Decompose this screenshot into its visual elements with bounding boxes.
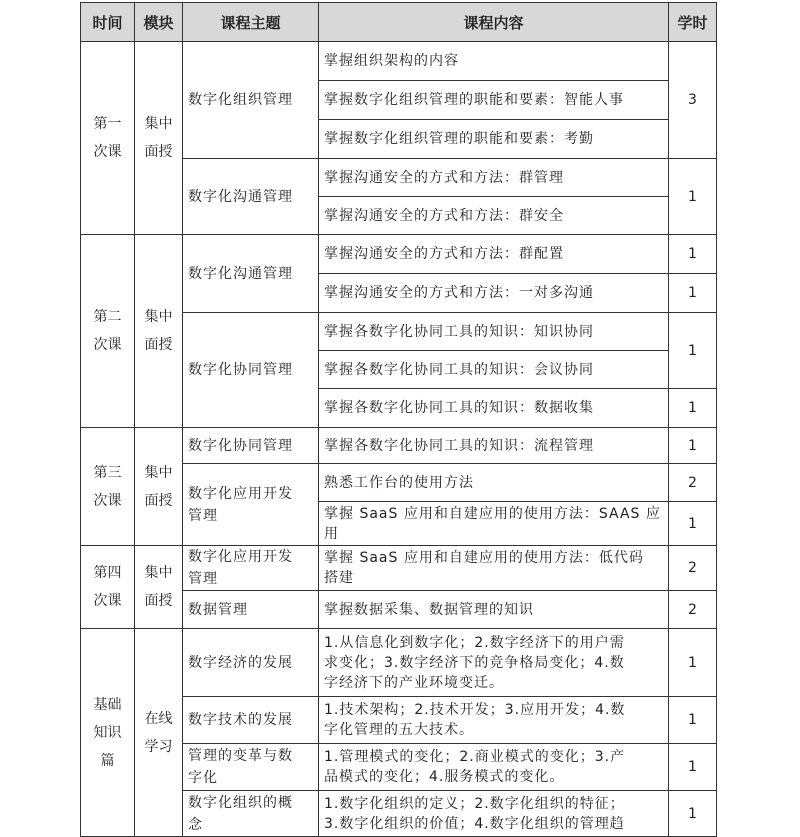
lesson4-time: 第四 次课 — [81, 546, 135, 629]
lesson1-time: 第一 次课 — [81, 42, 135, 235]
basics-time: 基础 知识 篇 — [81, 629, 135, 837]
table-row — [81, 235, 717, 274]
basics-topic-concept: 数字化组织的概 念 — [183, 791, 319, 837]
lesson2-topic-comm: 数字化沟通管理 — [183, 235, 319, 313]
lesson2-hours-2: 1 — [669, 274, 717, 313]
basics-content-economy: 1.从信息化到数字化；2.数字经济下的用户需 求变化；3.数字经济下的竞争格局变化；4.数 字经济下的产业环境变迁。 — [319, 629, 669, 697]
lesson2-hours-1: 1 — [669, 235, 717, 274]
lesson3-content-3: 掌握 SaaS 应用和自建应用的使用方法：SAAS 应 用 — [319, 502, 669, 546]
lesson1-hours-org: 3 — [669, 42, 717, 159]
lesson2-content-5: 掌握各数字化协同工具的知识：数据收集 — [319, 389, 669, 428]
basics-hours-tech: 1 — [669, 697, 717, 744]
lesson4-module: 集中 面授 — [135, 546, 183, 629]
table-row — [81, 629, 717, 697]
basics-topic-tech: 数字技术的发展 — [183, 697, 319, 744]
lesson3-topic-appdev: 数字化应用开发 管理 — [183, 464, 319, 546]
lesson3-content-2: 熟悉工作台的使用方法 — [319, 464, 669, 502]
lesson3-time: 第三 次课 — [81, 428, 135, 546]
basics-topic-economy: 数字经济的发展 — [183, 629, 319, 697]
basics-content-concept: 1.数字化组织的定义；2.数字化组织的特征； 3.数字化组织的价值；4.数字化组织的管理趋 — [319, 791, 669, 837]
lesson2-content-3: 掌握各数字化协同工具的知识：知识协同 — [319, 313, 669, 351]
header-module: 模块 — [135, 3, 183, 42]
header-content: 课程内容 — [319, 3, 669, 42]
basics-content-tech: 1.技术架构；2.技术开发；3.应用开发；4.数 字化管理的五大技术。 — [319, 697, 669, 744]
lesson2-content-4: 掌握各数字化协同工具的知识：会议协同 — [319, 351, 669, 389]
lesson1-hours-comm: 1 — [669, 159, 717, 235]
basics-hours-concept: 1 — [669, 791, 717, 837]
lesson4-content-1: 掌握 SaaS 应用和自建应用的使用方法：低代码 搭建 — [319, 546, 669, 591]
header-hours: 学时 — [669, 3, 717, 42]
lesson2-hours-4: 1 — [669, 389, 717, 428]
lesson1-content-3: 掌握数字化组织管理的职能和要素：考勤 — [319, 120, 669, 159]
lesson3-content-1: 掌握各数字化协同工具的知识：流程管理 — [319, 428, 669, 464]
lesson1-content-2: 掌握数字化组织管理的职能和要素：智能人事 — [319, 81, 669, 120]
header-row — [81, 3, 717, 42]
table-row — [81, 428, 717, 464]
lesson3-hours-2: 2 — [669, 464, 717, 502]
lesson3-hours-1: 1 — [669, 428, 717, 464]
lesson2-topic-collab: 数字化协同管理 — [183, 313, 319, 428]
table-row — [81, 42, 717, 81]
table-row — [81, 546, 717, 591]
lesson2-module: 集中 面授 — [135, 235, 183, 428]
lesson2-content-2: 掌握沟通安全的方式和方法：一对多沟通 — [319, 274, 669, 313]
lesson3-hours-3: 1 — [669, 502, 717, 546]
lesson4-topic-data: 数据管理 — [183, 591, 319, 629]
lesson4-content-2: 掌握数据采集、数据管理的知识 — [319, 591, 669, 629]
basics-topic-reform: 管理的变革与数 字化 — [183, 744, 319, 791]
lesson2-time: 第二 次课 — [81, 235, 135, 428]
header-time: 时间 — [81, 3, 135, 42]
basics-hours-reform: 1 — [669, 744, 717, 791]
lesson4-hours-2: 2 — [669, 591, 717, 629]
basics-module: 在线 学习 — [135, 629, 183, 837]
header-topic: 课程主题 — [183, 3, 319, 42]
lesson2-hours-3: 1 — [669, 313, 717, 389]
lesson2-content-1: 掌握沟通安全的方式和方法：群配置 — [319, 235, 669, 274]
lesson1-topic-org: 数字化组织管理 — [183, 42, 319, 159]
lesson1-content-5: 掌握沟通安全的方式和方法：群安全 — [319, 197, 669, 235]
lesson3-module: 集中 面授 — [135, 428, 183, 546]
course-schedule-table — [80, 2, 717, 837]
lesson1-content-1: 掌握组织架构的内容 — [319, 42, 669, 81]
basics-hours-economy: 1 — [669, 629, 717, 697]
lesson1-topic-comm: 数字化沟通管理 — [183, 159, 319, 235]
lesson4-topic-appdev: 数字化应用开发 管理 — [183, 546, 319, 591]
lesson3-topic-collab: 数字化协同管理 — [183, 428, 319, 464]
basics-content-reform: 1.管理模式的变化；2.商业模式的变化；3.产 品模式的变化；4.服务模式的变化。 — [319, 744, 669, 791]
lesson1-content-4: 掌握沟通安全的方式和方法：群管理 — [319, 159, 669, 197]
lesson1-module: 集中 面授 — [135, 42, 183, 235]
lesson4-hours-1: 2 — [669, 546, 717, 591]
